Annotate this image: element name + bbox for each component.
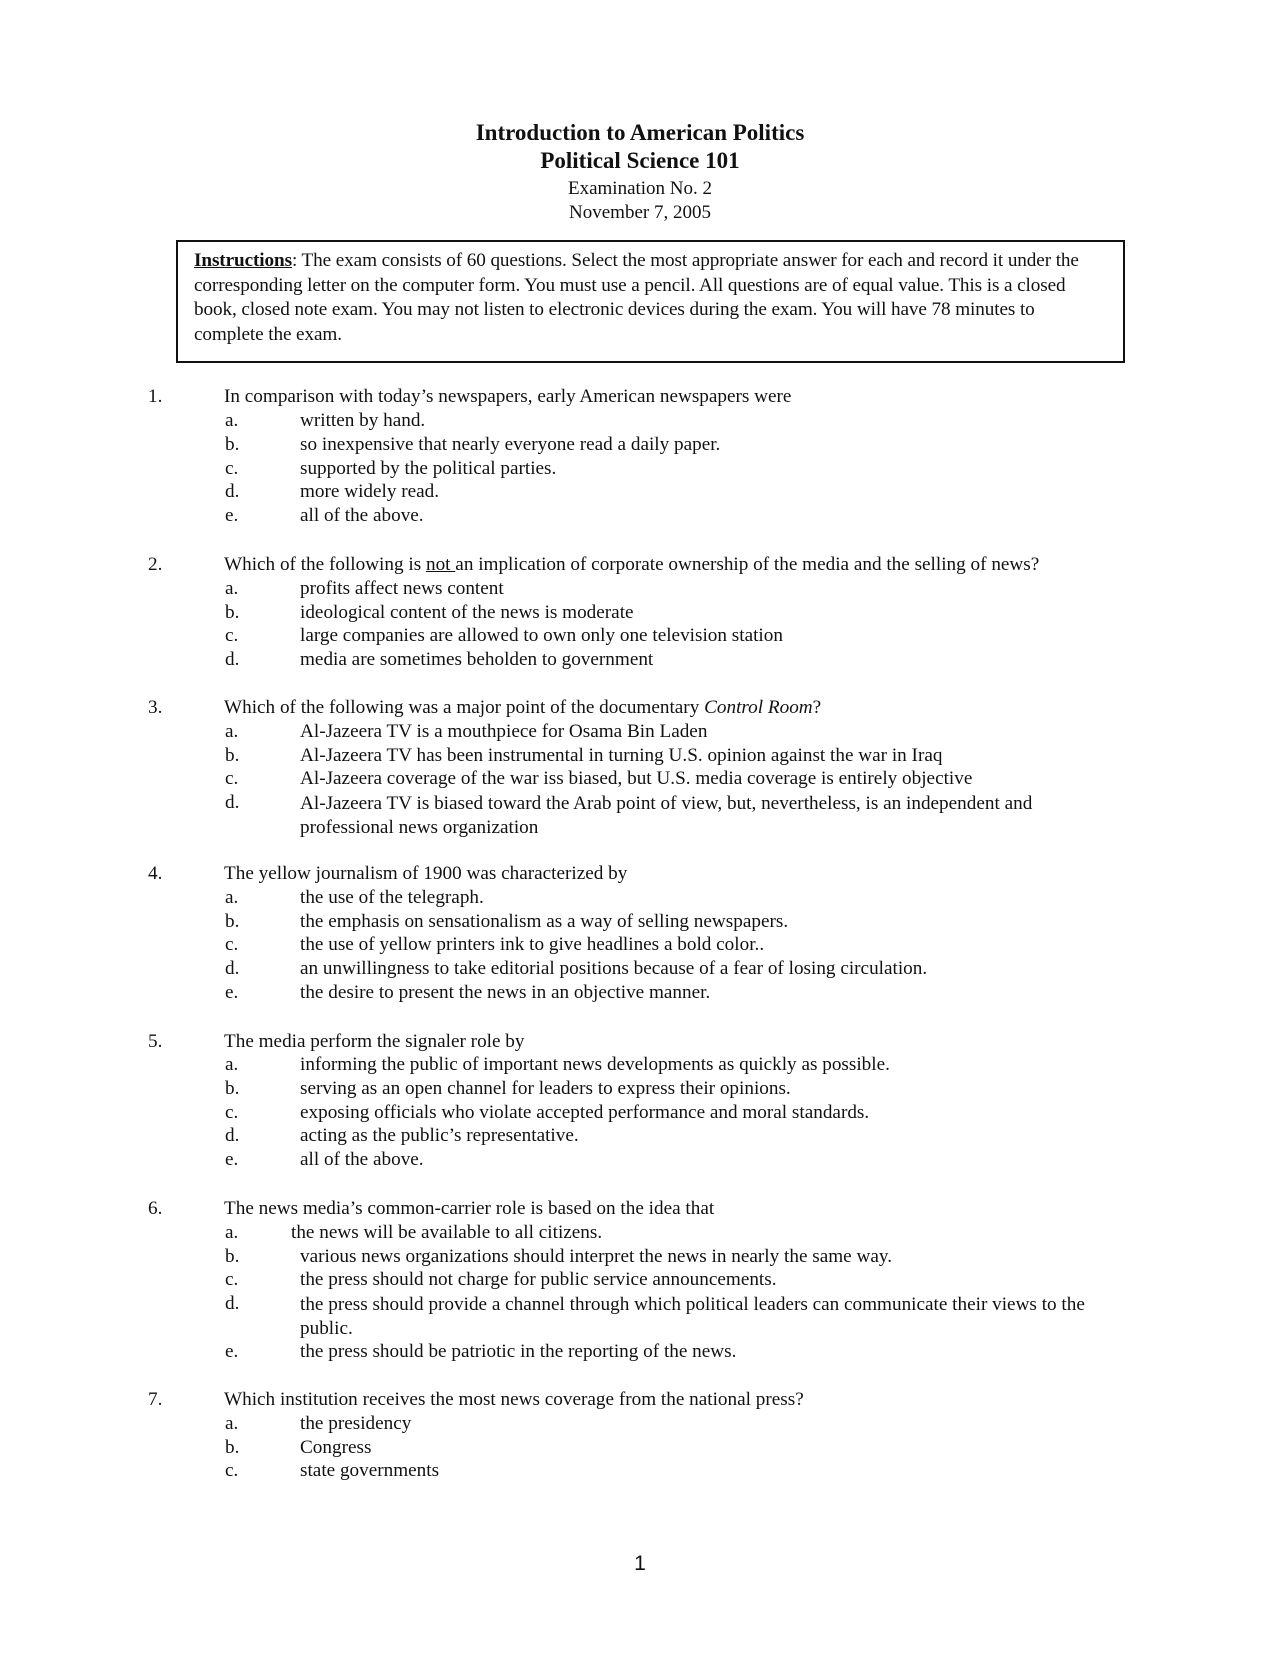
option-b xyxy=(0,1437,1280,1461)
option-b xyxy=(0,745,1280,769)
option-text: written by hand. xyxy=(300,410,426,431)
option-c xyxy=(0,1460,1280,1484)
option-text: Al-Jazeera coverage of the war iss biased, but U.S. media coverage is entirely objective xyxy=(300,768,973,789)
option-text: all of the above. xyxy=(300,1149,424,1170)
question-text: The news media’s common-carrier role is based on the idea that xyxy=(224,1198,715,1219)
exam-date: November 7, 2005 xyxy=(569,202,711,223)
option-letter: d. xyxy=(225,792,240,813)
option-letter: d. xyxy=(225,481,240,502)
option-letter: b. xyxy=(225,1246,240,1267)
option-text: the use of the telegraph. xyxy=(300,887,484,908)
option-text: the news will be available to all citizens. xyxy=(291,1222,603,1243)
question-number: 5. xyxy=(148,1031,163,1052)
option-letter: c. xyxy=(225,625,239,646)
question-number: 4. xyxy=(148,863,163,884)
option-letter: a. xyxy=(225,578,239,599)
option-text: the press should be patriotic in the reporting of the news. xyxy=(300,1341,737,1362)
option-d xyxy=(0,481,1280,505)
option-letter: c. xyxy=(225,768,239,789)
option-c xyxy=(0,1269,1280,1293)
option-text: more widely read. xyxy=(300,481,440,502)
question-number: 7. xyxy=(148,1389,163,1410)
option-letter: c. xyxy=(225,1102,239,1123)
option-text: the use of yellow printers ink to give headlines a bold color.. xyxy=(300,934,765,955)
course-number: Political Science 101 xyxy=(540,148,740,173)
option-e xyxy=(0,1341,1280,1365)
course-title: Introduction to American Politics xyxy=(475,120,805,145)
option-letter: d. xyxy=(225,1293,240,1314)
option-letter: a. xyxy=(225,1054,239,1075)
question-text: The media perform the signaler role by xyxy=(224,1031,525,1052)
option-c xyxy=(0,934,1280,958)
option-letter: b. xyxy=(225,745,240,766)
option-c xyxy=(0,1102,1280,1126)
option-text: profits affect news content xyxy=(300,578,504,599)
option-text: Al-Jazeera TV is a mouthpiece for Osama Bin Laden xyxy=(300,721,708,742)
documentary-title: Control Room xyxy=(704,697,813,718)
instructions-box xyxy=(176,240,1125,363)
option-b xyxy=(0,911,1280,935)
option-b xyxy=(0,602,1280,626)
option-d xyxy=(0,1125,1280,1149)
option-e xyxy=(0,982,1280,1006)
option-text: the emphasis on sensationalism as a way of selling newspapers. xyxy=(300,911,789,932)
option-letter: c. xyxy=(225,934,239,955)
option-a xyxy=(0,721,1280,745)
option-e xyxy=(0,505,1280,529)
question-text: Which institution receives the most news coverage from the national press? xyxy=(224,1389,804,1410)
option-text: ideological content of the news is moderate xyxy=(300,602,634,623)
option-text: acting as the public’s representative. xyxy=(300,1125,579,1146)
option-letter: d. xyxy=(225,1125,240,1146)
page-number: 1 xyxy=(634,1552,646,1575)
option-a xyxy=(0,887,1280,911)
question-text-part: Which of the following is xyxy=(224,554,426,575)
option-text: serving as an open channel for leaders to express their opinions. xyxy=(300,1078,791,1099)
option-letter: c. xyxy=(225,1460,239,1481)
question-text xyxy=(224,554,1039,576)
option-c xyxy=(0,458,1280,482)
option-text: so inexpensive that nearly everyone read a daily paper. xyxy=(300,434,721,455)
option-letter: e. xyxy=(225,505,239,526)
instructions-text: : The exam consists of 60 questions. Select the most appropriate answer for each and record it under the corresponding letter on the computer form. You must use a pencil. All questions are of equal value. This is a closed book, closed note exam. You may not listen to electronic devices during the exam. You will have 78 minutes to complete the exam. xyxy=(194,250,1079,345)
option-letter: a. xyxy=(225,1222,239,1243)
emphasis-not: not xyxy=(425,554,456,575)
question-text xyxy=(224,697,821,719)
option-letter: d. xyxy=(225,958,240,979)
option-c xyxy=(0,625,1280,649)
option-letter: e. xyxy=(225,1341,239,1362)
question-number: 1. xyxy=(148,386,163,407)
option-letter: e. xyxy=(225,982,239,1003)
option-letter: b. xyxy=(225,1078,240,1099)
instructions-label: Instructions xyxy=(194,250,292,271)
question-number: 3. xyxy=(148,697,163,718)
option-b xyxy=(0,1078,1280,1102)
option-text: supported by the political parties. xyxy=(300,458,557,479)
option-a xyxy=(0,578,1280,602)
option-text: large companies are allowed to own only one television station xyxy=(300,625,783,646)
option-c xyxy=(0,768,1280,792)
option-letter: d. xyxy=(225,649,240,670)
option-a xyxy=(0,1222,1280,1246)
option-d xyxy=(0,1293,1280,1341)
option-b xyxy=(0,1246,1280,1270)
option-letter: a. xyxy=(225,721,239,742)
option-text: Al-Jazeera TV is biased toward the Arab point of view, but, nevertheless, is an independent and professional news organization xyxy=(300,793,1033,838)
option-d xyxy=(0,958,1280,982)
question-number: 2. xyxy=(148,554,163,575)
option-text: informing the public of important news developments as quickly as possible. xyxy=(300,1054,890,1075)
option-b xyxy=(0,434,1280,458)
option-text: media are sometimes beholden to government xyxy=(300,649,654,670)
option-letter: a. xyxy=(225,887,239,908)
option-letter: b. xyxy=(225,602,240,623)
exam-number: Examination No. 2 xyxy=(567,178,713,199)
option-text: Al-Jazeera TV has been instrumental in turning U.S. opinion against the war in Iraq xyxy=(300,745,943,766)
option-text: Congress xyxy=(300,1437,372,1458)
option-text: the press should not charge for public service announcements. xyxy=(300,1269,777,1290)
option-letter: e. xyxy=(225,1149,239,1170)
question-text-part: ? xyxy=(812,697,822,718)
option-text: an unwillingness to take editorial positions because of a fear of losing circulation. xyxy=(300,958,928,979)
option-letter: b. xyxy=(225,434,240,455)
option-d xyxy=(0,792,1280,840)
option-letter: a. xyxy=(225,410,239,431)
option-a xyxy=(0,410,1280,434)
question-text-part: Which of the following was a major point of the documentary xyxy=(224,697,705,718)
option-a xyxy=(0,1413,1280,1437)
option-a xyxy=(0,1054,1280,1078)
option-text: the desire to present the news in an objective manner. xyxy=(300,982,711,1003)
option-letter: c. xyxy=(225,1269,239,1290)
option-e xyxy=(0,1149,1280,1173)
option-text: various news organizations should interpret the news in nearly the same way. xyxy=(300,1246,892,1267)
option-text: the press should provide a channel through which political leaders can communicate their views to the public. xyxy=(300,1294,1085,1339)
question-text: In comparison with today’s newspapers, early American newspapers were xyxy=(224,386,792,407)
option-letter: c. xyxy=(225,458,239,479)
option-text: state governments xyxy=(300,1460,440,1481)
option-text: exposing officials who violate accepted performance and moral standards. xyxy=(300,1102,870,1123)
option-letter: b. xyxy=(225,1437,240,1458)
option-text: the presidency xyxy=(300,1413,412,1434)
question-number: 6. xyxy=(148,1198,163,1219)
question-text: The yellow journalism of 1900 was characterized by xyxy=(224,863,628,884)
question-text-part: an implication of corporate ownership of the media and the selling of news? xyxy=(455,554,1040,575)
option-text: all of the above. xyxy=(300,505,424,526)
option-d xyxy=(0,649,1280,673)
option-letter: b. xyxy=(225,911,240,932)
option-letter: a. xyxy=(225,1413,239,1434)
